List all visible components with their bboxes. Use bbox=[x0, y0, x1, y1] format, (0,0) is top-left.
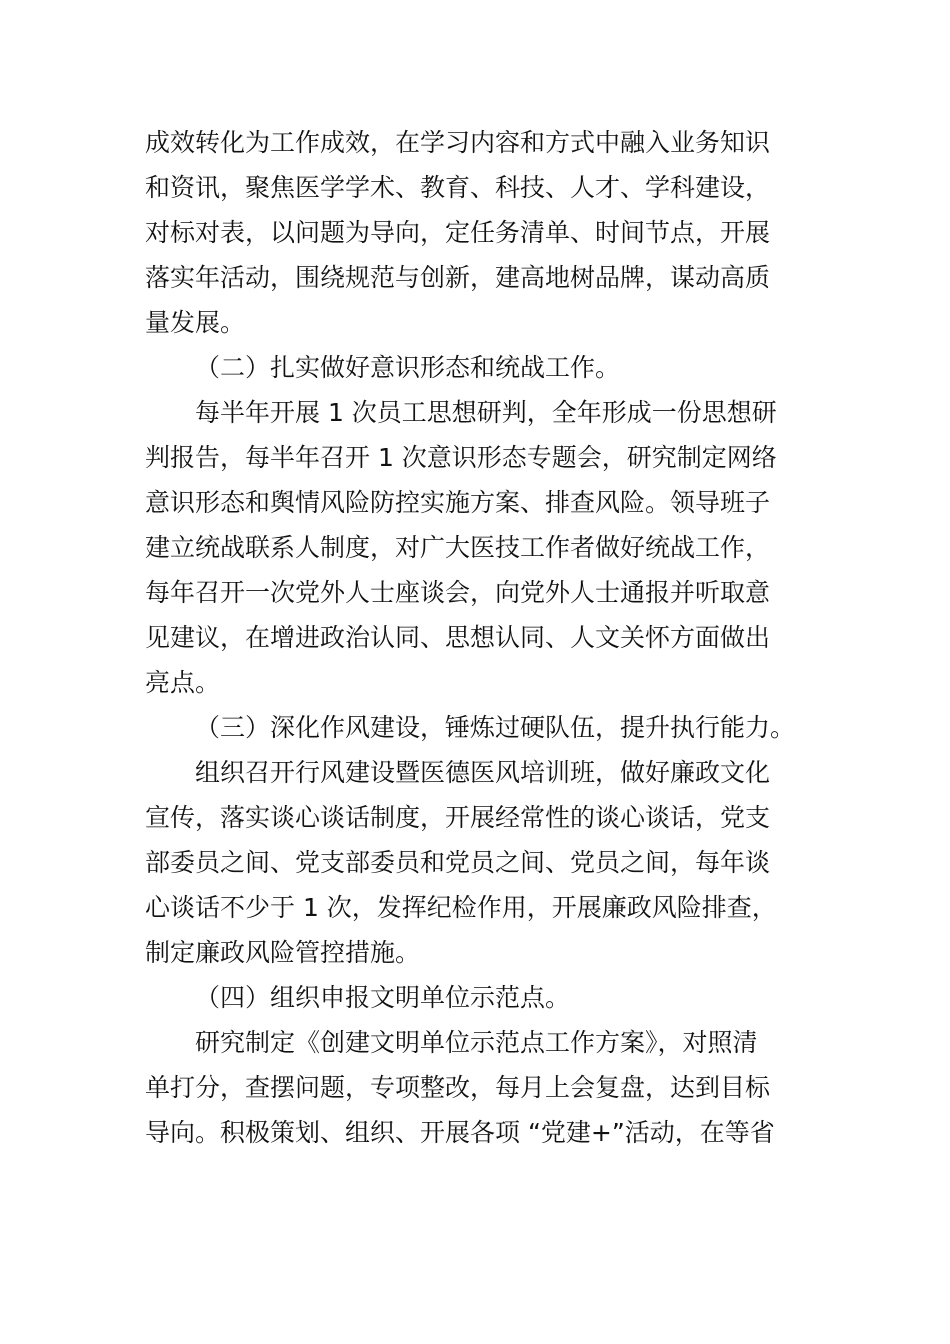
body-line: 导向。积极策划、组织、开展各项 “党建+”活动，在等省 bbox=[145, 1118, 775, 1147]
section-heading: （二）扎实做好意识形态和统战工作。 bbox=[195, 353, 621, 382]
body-line: 部委员之间、党支部委员和党员之间、党员之间，每年谈 bbox=[145, 848, 771, 877]
section-heading: （四）组织申报文明单位示范点。 bbox=[195, 983, 571, 1012]
body-line: 意识形态和舆情风险防控实施方案、排查风险。领导班子 bbox=[145, 488, 771, 517]
body-line: 亮点。 bbox=[145, 668, 221, 697]
paragraph-first-line: 组织召开行风建设暨医德医风培训班，做好廉政文化 bbox=[195, 758, 771, 787]
body-line: 宣传，落实谈心谈话制度，开展经常性的谈心谈话，党支 bbox=[145, 803, 771, 832]
body-line: 对标对表，以问题为导向，定任务清单、时间节点，开展 bbox=[145, 218, 771, 247]
body-line: 心谈话不少于 1 次，发挥纪检作用，开展廉政风险排查， bbox=[145, 893, 777, 922]
body-line: 制定廉政风险管控措施。 bbox=[145, 938, 421, 967]
body-line: 落实年活动，围绕规范与创新，建高地树品牌，谋动高质 bbox=[145, 263, 771, 292]
body-line: 判报告，每半年召开 1 次意识形态专题会，研究制定网络 bbox=[145, 443, 777, 472]
body-line: 每年召开一次党外人士座谈会，向党外人士通报并听取意 bbox=[145, 578, 771, 607]
body-line: 单打分，查摆问题，专项整改，每月上会复盘，达到目标 bbox=[145, 1073, 771, 1102]
body-line: 见建议，在增进政治认同、思想认同、人文关怀方面做出 bbox=[145, 623, 771, 652]
body-line: 成效转化为工作成效，在学习内容和方式中融入业务知识 bbox=[145, 128, 771, 157]
document-body bbox=[145, 120, 805, 1155]
body-line: 和资讯，聚焦医学学术、教育、科技、人才、学科建设， bbox=[145, 173, 771, 202]
body-line: 建立统战联系人制度，对广大医技工作者做好统战工作， bbox=[145, 533, 771, 562]
paragraph-first-line: 研究制定《创建文明单位示范点工作方案》，对照清 bbox=[195, 1028, 758, 1057]
section-heading: （三）深化作风建设，锤炼过硬队伍，提升执行能力。 bbox=[195, 713, 796, 742]
paragraph-first-line: 每半年开展 1 次员工思想研判，全年形成一份思想研 bbox=[195, 398, 777, 427]
body-line: 量发展。 bbox=[145, 308, 246, 337]
